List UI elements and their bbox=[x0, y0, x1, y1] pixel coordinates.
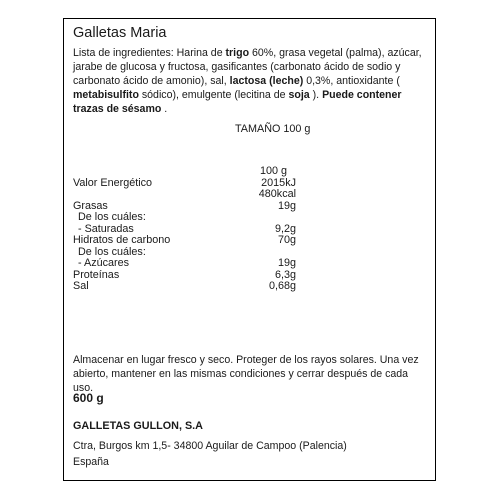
allergen-text: metabisulfito bbox=[73, 89, 139, 101]
nutrition-row-label: - Saturadas bbox=[78, 223, 134, 235]
ingredient-text: 0,3%, antioxidante ( bbox=[303, 75, 400, 87]
allergen-text: lactosa (leche) bbox=[229, 75, 304, 87]
nutrition-row-label: De los cuáles: bbox=[78, 211, 146, 223]
product-title: Galletas Maria bbox=[73, 25, 167, 41]
ingredient-text: 60%, grasa vegetal (palma), azúcar, jarabe de glucosa y fructosa, gasificantes (carbonato ácido de sodio y carbonato ácido de amonio), sal, bbox=[73, 47, 422, 87]
ingredients-list bbox=[73, 46, 429, 116]
nutrition-row-value: 480kcal bbox=[258, 188, 296, 200]
nutrition-row-value: 9,2g bbox=[274, 223, 296, 235]
nutrition-row-value: 6,3g bbox=[274, 269, 296, 281]
ingredient-text: . bbox=[161, 103, 168, 115]
nutrition-row-label: Hidratos de carbono bbox=[73, 234, 171, 246]
nutrition-row-value: 0,68g bbox=[268, 280, 296, 292]
nutrition-row-label: Valor Energético bbox=[73, 177, 153, 189]
ingredient-text: ). bbox=[309, 89, 323, 101]
allergen-text: soja bbox=[288, 89, 310, 101]
ingredient-text: sódico), emulgente (lecitina de bbox=[138, 89, 289, 101]
nutrition-row-value: 19g bbox=[277, 200, 296, 212]
company-name: GALLETAS GULLON, S.A bbox=[73, 420, 203, 432]
nutrition-row-label: Sal bbox=[73, 280, 89, 292]
nutrition-per-header: 100 g bbox=[260, 165, 288, 177]
net-weight: 600 g bbox=[73, 391, 104, 405]
nutrition-row-label: De los cuáles: bbox=[78, 246, 146, 258]
nutrition-row-value: 2015kJ bbox=[261, 177, 296, 189]
company-address: Ctra, Burgos km 1,5- 34800 Aguilar de Campoo (Palencia) bbox=[73, 440, 347, 452]
allergen-text: Puede contener trazas de sésamo bbox=[73, 89, 402, 115]
nutrition-serving-label: TAMAÑO 100 g bbox=[235, 123, 311, 135]
nutrition-row-label: Grasas bbox=[73, 200, 108, 212]
nutrition-row-value: 19g bbox=[277, 257, 296, 269]
allergen-text: trigo bbox=[225, 47, 250, 59]
storage-instructions: Almacenar en lugar fresco y seco. Proteger de los rayos solares. Una vez abierto, mantener en las mismas condiciones y cerrar después de cada uso. bbox=[73, 354, 419, 394]
company-country: España bbox=[73, 456, 109, 468]
nutrition-row-label: Proteínas bbox=[73, 269, 120, 281]
nutrition-row-value: 70g bbox=[277, 234, 296, 246]
ingredient-text: Lista de ingredientes: Harina de bbox=[73, 47, 226, 59]
nutrition-row-label: - Azúcares bbox=[78, 257, 130, 269]
